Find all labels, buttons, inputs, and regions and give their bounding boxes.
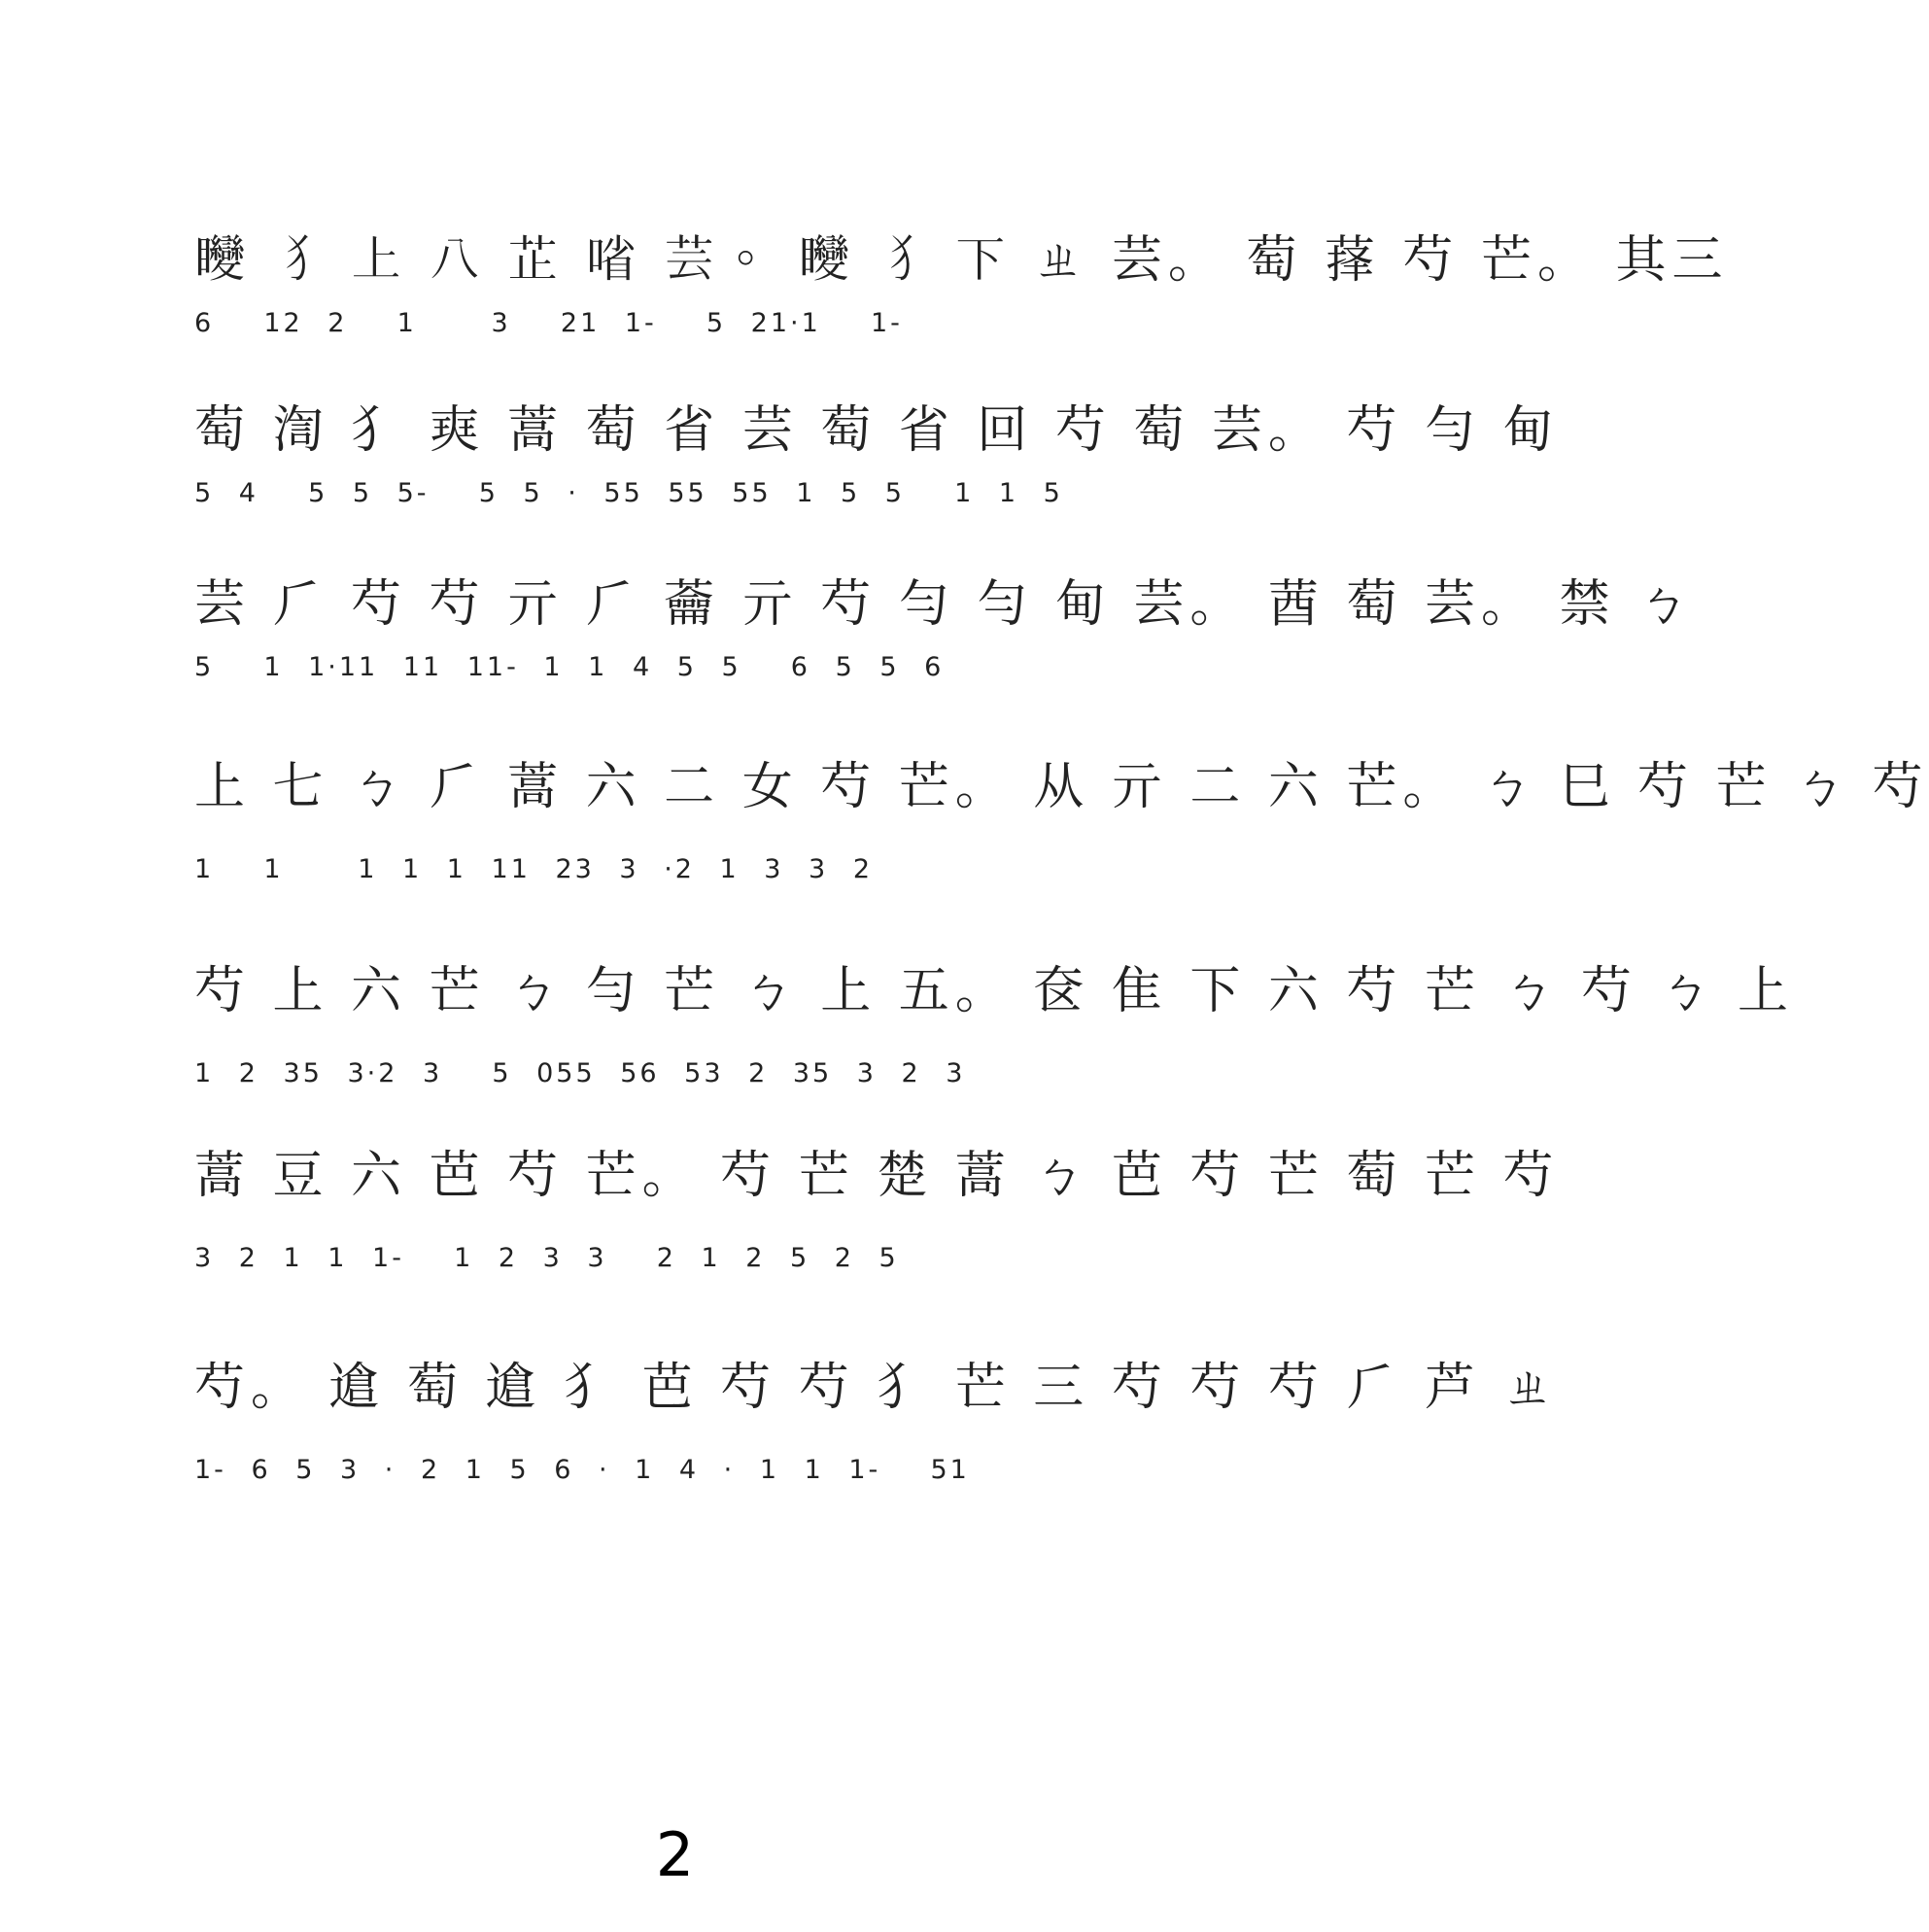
jianpu-line-7: 1- 6 5 3 · 2 1 5 6 · 1 4 · 1 1 1- 51 (194, 1455, 970, 1485)
tablature-line-1: 𥍚 犭 上 八 芷 㗂 芸。 𥍚 犭 下 ㄓ 芸。 萄 萚 芍 芒。 其三 (194, 231, 1729, 290)
tablature-line-4: 上 七 ㄅ ⺁ 蒿 六 二 女 芍 芒。 从 亓 二 六 芒。 ㄅ 巳 芍 芒 ㄅ 芍 (194, 758, 1929, 816)
music-system-2 (194, 392, 1560, 518)
tablature-line-7: 芍。 䢢 萄 䢢 犭 芭 芍 芍 犭 芒 三 芍 芍 芍 ⺁ 芦 ㄓ (194, 1359, 1560, 1417)
music-system-5 (194, 952, 1795, 1098)
music-system-1 (194, 222, 1729, 348)
music-system-7 (194, 1349, 1560, 1495)
jianpu-line-6: 3 2 1 1 1- 1 2 3 3 2 1 2 5 2 5 (194, 1243, 899, 1273)
jianpu-line-4: 1 1 1 1 1 11 23 3 ·2 1 3 3 2 (194, 854, 873, 884)
tablature-line-2: 萄 渹 犭 㻎 蒿 萄 省 芸 萄 省 回 芍 萄 芸。 芍 勻 甸 (194, 401, 1560, 460)
jianpu-line-3: 5 1 1·11 11 11- 1 1 4 5 5 6 5 5 6 (194, 652, 945, 682)
tablature-line-6: 蒿 豆 六 芭 芍 芒。 芍 芒 楚 蒿 ㄅ 芭 芍 芒 萄 芒 芍 (194, 1147, 1560, 1205)
tablature-line-5: 芍 上 六 芒 ㄅ 勻 芒 ㄅ 上 五。 奁 隹 下 六 芍 芒 ㄅ 芍 ㄅ 上 (194, 962, 1795, 1020)
music-system-6 (194, 1137, 1560, 1283)
page-number: 2 (655, 1819, 695, 1890)
music-system-3 (194, 566, 1694, 692)
music-system-4 (194, 748, 1929, 894)
jianpu-line-5: 1 2 35 3·2 3 5 055 56 53 2 35 3 2 3 (194, 1058, 966, 1088)
jianpu-line-2: 5 4 5 5 5- 5 5 · 55 55 55 1 5 5 1 1 5 (194, 478, 1063, 508)
jianpu-line-1: 6 12 2 1 3 21 1- 5 21·1 1- (194, 308, 903, 338)
tablature-line-3: 芸 ⺁ 芍 芍 亓 ⺁ 蘥 亓 芍 勻 勻 甸 芸。 莤 萄 芸。 禁 ㄅ (194, 575, 1694, 634)
